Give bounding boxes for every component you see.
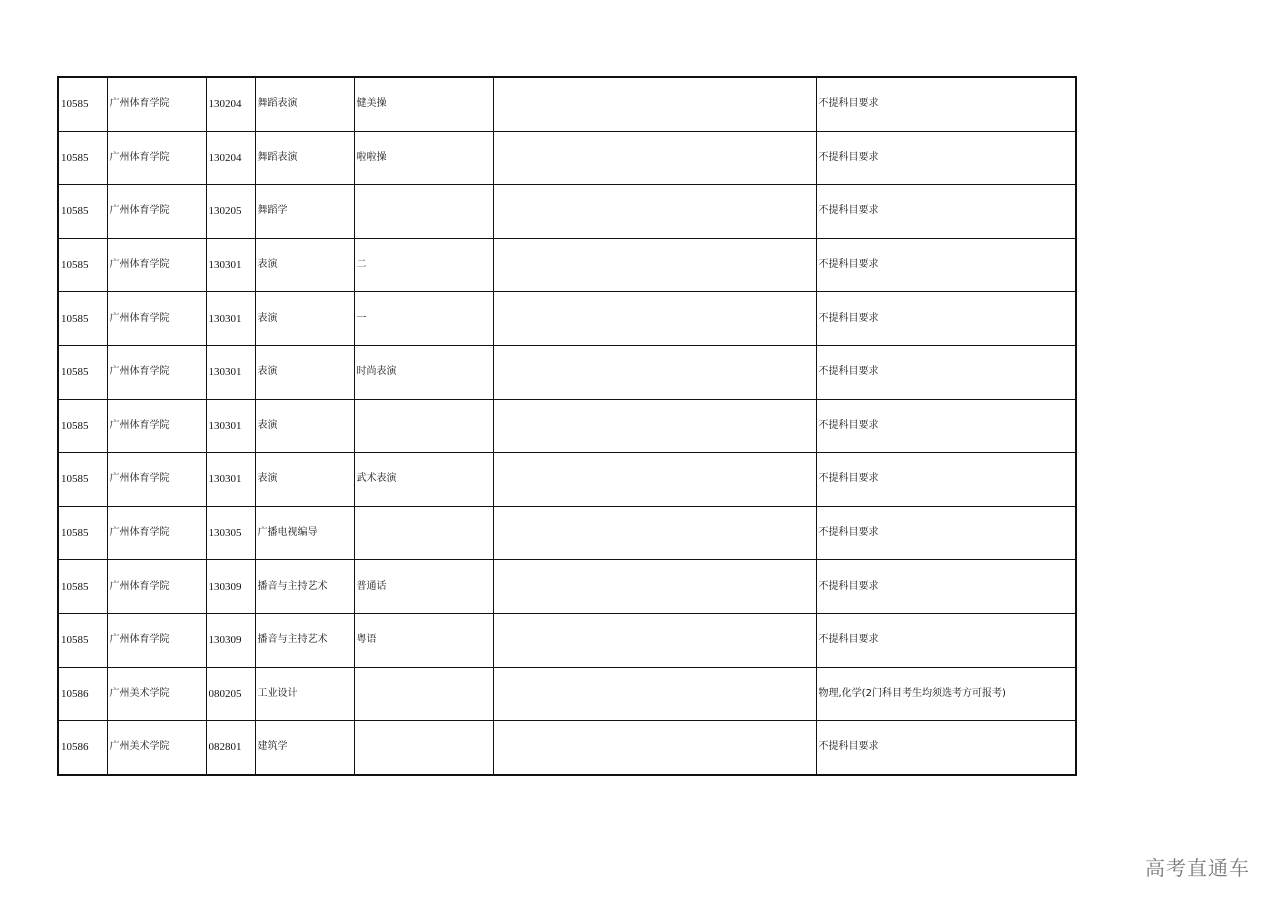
direction-cell: 时尚表演 (354, 345, 493, 399)
watermark-text: 高考直通车 (1145, 856, 1250, 880)
note-cell (493, 292, 816, 346)
major-code-cell: 082801 (206, 721, 255, 775)
school-code-cell: 10585 (58, 238, 107, 292)
table-row (58, 506, 1076, 560)
direction-cell: 粤语 (354, 613, 493, 667)
table-row (58, 613, 1076, 667)
school-name-cell: 广州体育学院 (107, 613, 206, 667)
direction-cell (354, 185, 493, 239)
school-code-cell: 10585 (58, 185, 107, 239)
school-code-cell: 10585 (58, 399, 107, 453)
school-name-cell: 广州体育学院 (107, 292, 206, 346)
school-name-cell: 广州体育学院 (107, 560, 206, 614)
note-cell (493, 185, 816, 239)
major-name-cell: 广播电视编导 (255, 506, 354, 560)
note-cell (493, 560, 816, 614)
major-code-cell: 130301 (206, 453, 255, 507)
major-code-cell: 130305 (206, 506, 255, 560)
school-code-cell: 10585 (58, 292, 107, 346)
direction-cell (354, 667, 493, 721)
major-code-cell: 130204 (206, 131, 255, 185)
admission-table (57, 76, 1077, 776)
subject-requirement-cell: 不提科目要求 (816, 77, 1076, 131)
school-name-cell: 广州美术学院 (107, 721, 206, 775)
major-code-cell: 130301 (206, 238, 255, 292)
note-cell (493, 667, 816, 721)
subject-requirement-cell: 不提科目要求 (816, 560, 1076, 614)
school-code-cell: 10585 (58, 77, 107, 131)
school-name-cell: 广州体育学院 (107, 399, 206, 453)
school-name-cell: 广州体育学院 (107, 345, 206, 399)
major-code-cell: 130309 (206, 560, 255, 614)
note-cell (493, 721, 816, 775)
note-cell (493, 77, 816, 131)
school-name-cell: 广州体育学院 (107, 238, 206, 292)
table-row (58, 399, 1076, 453)
note-cell (493, 613, 816, 667)
school-code-cell: 10585 (58, 453, 107, 507)
subject-requirement-cell: 不提科目要求 (816, 345, 1076, 399)
subject-requirement-cell: 不提科目要求 (816, 613, 1076, 667)
subject-requirement-cell: 不提科目要求 (816, 292, 1076, 346)
school-code-cell: 10586 (58, 721, 107, 775)
major-code-cell: 130309 (206, 613, 255, 667)
direction-cell (354, 399, 493, 453)
subject-requirement-cell: 不提科目要求 (816, 453, 1076, 507)
major-code-cell: 130204 (206, 77, 255, 131)
note-cell (493, 453, 816, 507)
table-row (58, 560, 1076, 614)
major-name-cell: 表演 (255, 292, 354, 346)
table-row (58, 721, 1076, 775)
major-code-cell: 080205 (206, 667, 255, 721)
table-row (58, 453, 1076, 507)
school-code-cell: 10585 (58, 131, 107, 185)
school-name-cell: 广州体育学院 (107, 131, 206, 185)
note-cell (493, 506, 816, 560)
major-name-cell: 表演 (255, 345, 354, 399)
subject-requirement-cell: 不提科目要求 (816, 238, 1076, 292)
major-name-cell: 舞蹈表演 (255, 131, 354, 185)
table-row (58, 238, 1076, 292)
major-name-cell: 播音与主持艺术 (255, 560, 354, 614)
direction-cell (354, 506, 493, 560)
note-cell (493, 345, 816, 399)
subject-requirement-cell: 不提科目要求 (816, 131, 1076, 185)
subject-requirement-cell: 不提科目要求 (816, 721, 1076, 775)
note-cell (493, 131, 816, 185)
major-name-cell: 工业设计 (255, 667, 354, 721)
major-name-cell: 播音与主持艺术 (255, 613, 354, 667)
table-row (58, 131, 1076, 185)
subject-requirement-cell: 不提科目要求 (816, 399, 1076, 453)
major-name-cell: 表演 (255, 399, 354, 453)
subject-requirement-cell: 不提科目要求 (816, 185, 1076, 239)
direction-cell: 武术表演 (354, 453, 493, 507)
school-code-cell: 10585 (58, 345, 107, 399)
major-name-cell: 建筑学 (255, 721, 354, 775)
school-code-cell: 10585 (58, 560, 107, 614)
direction-cell (354, 721, 493, 775)
major-code-cell: 130301 (206, 292, 255, 346)
table-row (58, 667, 1076, 721)
subject-requirement-cell: 不提科目要求 (816, 506, 1076, 560)
major-name-cell: 表演 (255, 453, 354, 507)
subject-requirement-cell: 物理,化学(2门科目考生均须选考方可报考) (816, 667, 1076, 721)
school-name-cell: 广州体育学院 (107, 185, 206, 239)
major-name-cell: 表演 (255, 238, 354, 292)
major-code-cell: 130301 (206, 345, 255, 399)
school-name-cell: 广州体育学院 (107, 506, 206, 560)
table-row (58, 185, 1076, 239)
major-name-cell: 舞蹈学 (255, 185, 354, 239)
note-cell (493, 238, 816, 292)
school-name-cell: 广州美术学院 (107, 667, 206, 721)
major-code-cell: 130301 (206, 399, 255, 453)
direction-cell: 普通话 (354, 560, 493, 614)
table-row (58, 77, 1076, 131)
school-code-cell: 10585 (58, 506, 107, 560)
table-body (58, 77, 1076, 775)
major-code-cell: 130205 (206, 185, 255, 239)
school-name-cell: 广州体育学院 (107, 453, 206, 507)
direction-cell: 啦啦操 (354, 131, 493, 185)
major-name-cell: 舞蹈表演 (255, 77, 354, 131)
direction-cell: 二 (354, 238, 493, 292)
school-name-cell: 广州体育学院 (107, 77, 206, 131)
school-code-cell: 10585 (58, 613, 107, 667)
school-code-cell: 10586 (58, 667, 107, 721)
table-row (58, 292, 1076, 346)
note-cell (493, 399, 816, 453)
direction-cell: 健美操 (354, 77, 493, 131)
direction-cell: 一 (354, 292, 493, 346)
table-row (58, 345, 1076, 399)
